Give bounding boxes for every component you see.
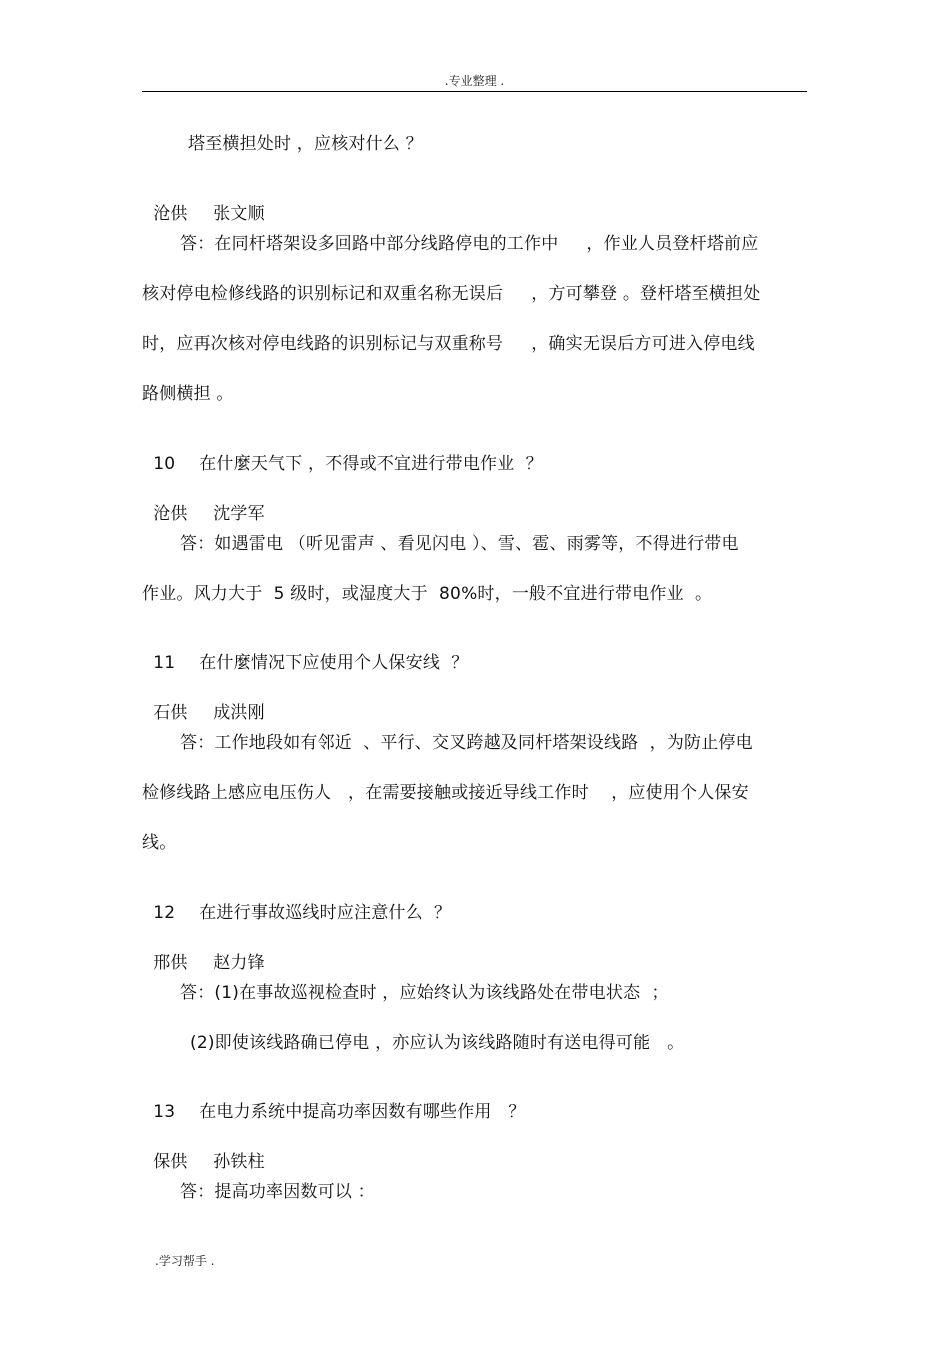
answer-line: 路侧横担 。 bbox=[142, 384, 234, 404]
author-unit: 沧供 bbox=[153, 204, 188, 224]
question-text: 在进行事故巡线时应注意什么 ？ bbox=[199, 903, 452, 923]
author-name: 沈学军 bbox=[213, 504, 265, 524]
answer-line: 检修线路上感应电压伤人 ，在需要接触或接近导线工作时 ，应使用个人保安 bbox=[142, 783, 749, 803]
question-text: 在什麼情况下应使用个人保安线 ？ bbox=[199, 653, 469, 673]
answer-line: 答：在同杆塔架设多回路中部分线路停电的工作中 ，作业人员登杆塔前应 bbox=[180, 234, 759, 254]
author-unit: 保供 bbox=[153, 1152, 188, 1172]
page-header: .专业整理 . bbox=[444, 74, 505, 88]
answer-line: 作业。风力大于 5 级时，或湿度大于 80%时，一般不宜进行带电作业 。 bbox=[142, 584, 713, 604]
answer-line: 答：如遇雷电 （听见雷声 、看见闪电 ）、雪、雹、雨雾等，不得进行带电 bbox=[180, 534, 739, 554]
header-divider bbox=[142, 91, 807, 92]
question-continuation: 塔至横担处时 ，应核对什么 ？ bbox=[188, 134, 423, 154]
answer-line: 答：工作地段如有邻近 、平行、交叉跨越及同杆塔架设线路 ，为防止停电 bbox=[180, 733, 753, 753]
answer-line: 核对停电检修线路的识别标记和双重名称无误后 ，方可攀登 。登杆塔至横担处 bbox=[142, 284, 761, 304]
answer-line: 时，应再次核对停电线路的识别标记与双重称号 ，确实无误后方可进入停电线 bbox=[142, 334, 755, 354]
author-line bbox=[142, 484, 265, 524]
author-line bbox=[142, 1132, 265, 1172]
author-line bbox=[142, 184, 265, 224]
page-footer: .学习帮手 . bbox=[155, 1254, 215, 1268]
author-name: 赵力锋 bbox=[213, 953, 265, 973]
answer-line: 答：提高功率因数可以 ： bbox=[180, 1182, 375, 1202]
question-number: 13 bbox=[153, 1102, 176, 1122]
question-10 bbox=[142, 434, 543, 474]
question-text: 在电力系统中提高功率因数有哪些作用 ？ bbox=[199, 1102, 526, 1122]
author-line bbox=[142, 683, 265, 723]
author-name: 成洪刚 bbox=[213, 703, 265, 723]
question-text: 在什麼天气下 ，不得或不宜进行带电作业 ？ bbox=[199, 454, 543, 474]
question-11 bbox=[142, 633, 468, 673]
question-number: 12 bbox=[153, 903, 176, 923]
answer-line: (2)即使该线路确已停电 ，亦应认为该线路随时有送电得可能 。 bbox=[190, 1033, 685, 1053]
author-line bbox=[142, 933, 265, 973]
author-unit: 沧供 bbox=[153, 504, 188, 524]
author-name: 张文顺 bbox=[213, 204, 265, 224]
author-unit: 邢供 bbox=[153, 953, 188, 973]
question-number: 11 bbox=[153, 653, 176, 673]
question-number: 10 bbox=[153, 454, 176, 474]
question-12 bbox=[142, 883, 451, 923]
answer-line: 线。 bbox=[142, 833, 177, 853]
answer-line: 答：(1)在事故巡视检查时 ，应始终认为该线路处在带电状态 ； bbox=[180, 983, 669, 1003]
question-13 bbox=[142, 1082, 526, 1122]
author-unit: 石供 bbox=[153, 703, 188, 723]
author-name: 孙铁柱 bbox=[213, 1152, 265, 1172]
